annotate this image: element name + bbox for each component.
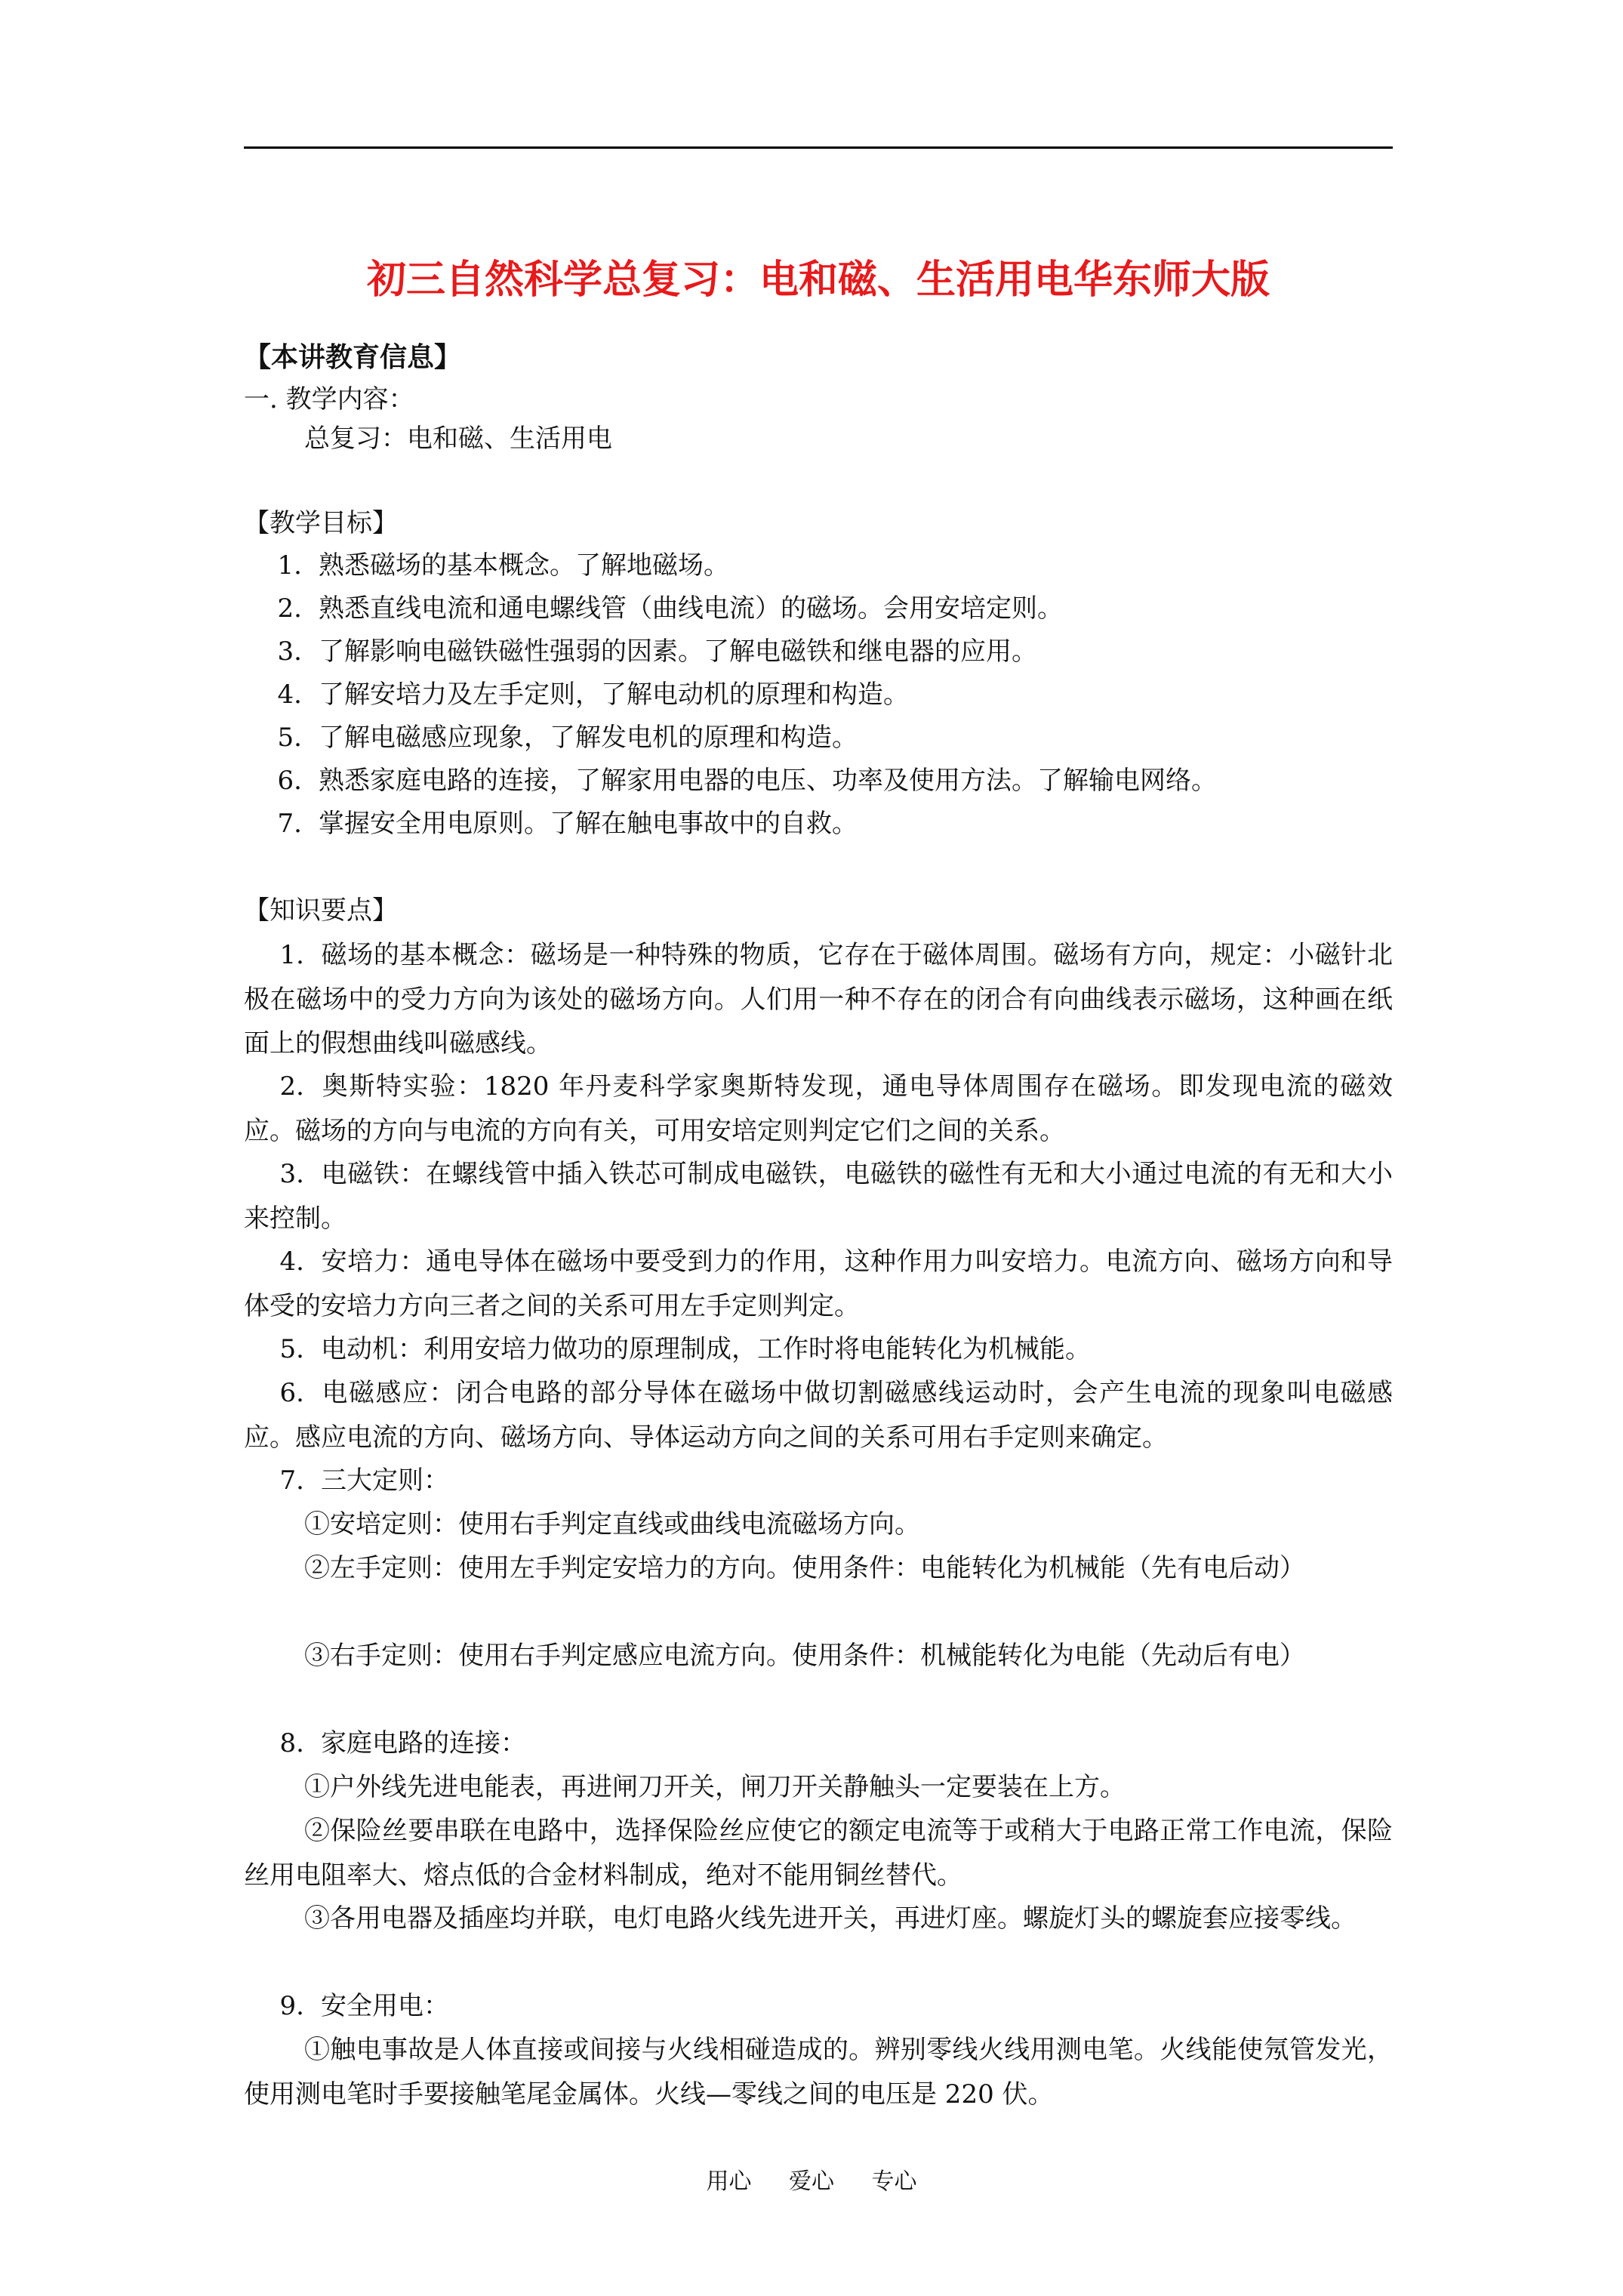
goal-item: 5. 了解电磁感应现象，了解发电机的原理和构造。 xyxy=(277,723,858,753)
rule-item: ①安培定则：使用右手判定直线或曲线电流磁场方向。 xyxy=(304,1509,920,1539)
point-paragraph: 2. 奥斯特实验：1820 年丹麦科学家奥斯特发现，通电导体周围存在磁场。即发现电流的磁效应。磁场的方向与电流的方向有关，可用安培定则判定它们之间的关系。 xyxy=(244,1071,1393,1146)
goal-item: 2. 熟悉直线电流和通电螺线管（曲线电流）的磁场。会用安培定则。 xyxy=(277,593,1063,624)
goal-item: 3. 了解影响电磁铁磁性强弱的因素。了解电磁铁和继电器的应用。 xyxy=(277,636,1037,667)
point-paragraph: 3. 电磁铁：在螺线管中插入铁芯可制成电磁铁，电磁铁的磁性有无和大小通过电流的有无和大小来控制。 xyxy=(244,1159,1393,1234)
goals-heading: 【教学目标】 xyxy=(244,508,398,538)
page-footer: 用心 爱心 专心 xyxy=(706,2168,917,2195)
header-rule xyxy=(244,146,1393,149)
safety-item: ①触电事故是人体直接或间接与火线相碰造成的。辨别零线火线用测电笔。火线能使氖管发光，使用测电笔时手要接触笔尾金属体。火线—零线之间的电压是 220 伏。 xyxy=(244,2035,1393,2110)
content-text: 总复习：电和磁、生活用电 xyxy=(304,424,612,454)
rule-item: ②左手定则：使用左手判定安培力的方向。使用条件：电能转化为机械能（先有电后动） xyxy=(304,1553,1305,1583)
document-title: 初三自然科学总复习：电和磁、生活用电华东师大版 xyxy=(366,257,1270,303)
info-heading: 【本讲教育信息】 xyxy=(244,341,462,373)
point-paragraph: 5. 电动机：利用安培力做功的原理制成，工作时将电能转化为机械能。 xyxy=(279,1334,1091,1364)
goal-item: 1. 熟悉磁场的基本概念。了解地磁场。 xyxy=(277,550,729,581)
point-paragraph: 7. 三大定则： xyxy=(279,1465,449,1496)
point-paragraph: 8. 家庭电路的连接： xyxy=(279,1728,526,1758)
goal-item: 7. 掌握安全用电原则。了解在触电事故中的自救。 xyxy=(277,809,858,839)
circuit-item: ②保险丝要串联在电路中，选择保险丝应使它的额定电流等于或稍大于电路正常工作电流，保险丝用电阻率大、熔点低的合金材料制成，绝对不能用铜丝替代。 xyxy=(244,1816,1393,1891)
point-paragraph: 6. 电磁感应：闭合电路的部分导体在磁场中做切割磁感线运动时，会产生电流的现象叫电磁感应。感应电流的方向、磁场方向、导体运动方向之间的关系可用右手定则来确定。 xyxy=(244,1378,1393,1453)
content-label: 一. 教学内容： xyxy=(244,384,414,415)
point-paragraph: 1. 磁场的基本概念：磁场是一种特殊的物质，它存在于磁体周围。磁场有方向，规定：小磁针北极在磁场中的受力方向为该处的磁场方向。人们用一种不存在的闭合有向曲线表示磁场，这种画在纸面上的假想曲线叫磁感线。 xyxy=(244,940,1393,1059)
points-heading: 【知识要点】 xyxy=(244,895,398,926)
goal-item: 6. 熟悉家庭电路的连接，了解家用电器的电压、功率及使用方法。了解输电网络。 xyxy=(277,766,1217,796)
circuit-item: ③各用电器及插座均并联，电灯电路火线先进开关，再进灯座。螺旋灯头的螺旋套应接零线。 xyxy=(304,1903,1357,1934)
point-paragraph: 4. 安培力：通电导体在磁场中要受到力的作用，这种作用力叫安培力。电流方向、磁场方向和导体受的安培力方向三者之间的关系可用左手定则判定。 xyxy=(244,1247,1393,1321)
goal-item: 4. 了解安培力及左手定则，了解电动机的原理和构造。 xyxy=(277,680,909,710)
rule-item: ③右手定则：使用右手判定感应电流方向。使用条件：机械能转化为电能（先动后有电） xyxy=(304,1641,1305,1671)
point-paragraph: 9. 安全用电： xyxy=(279,1991,449,2021)
circuit-item: ①户外线先进电能表，再进闸刀开关，闸刀开关静触头一定要装在上方。 xyxy=(304,1772,1126,1802)
